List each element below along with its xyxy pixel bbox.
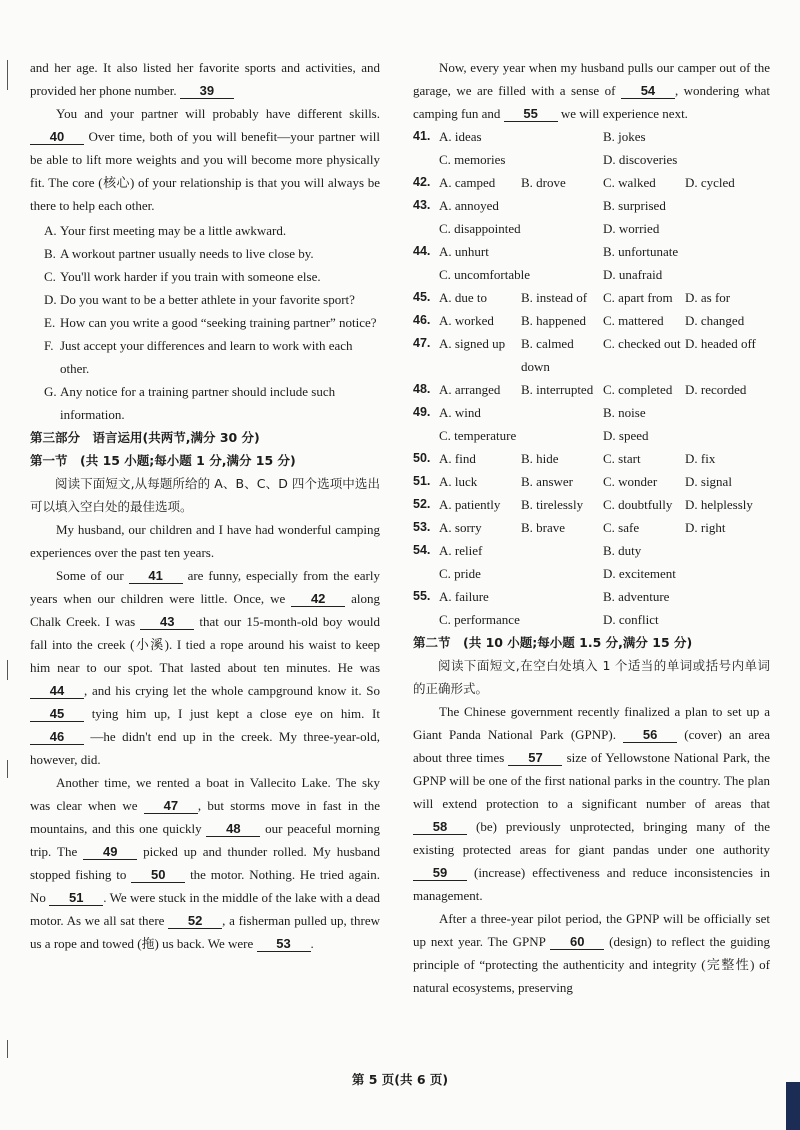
question-number: 52. — [413, 497, 431, 511]
question-47 — [413, 332, 770, 378]
option-b[interactable]: B. instead of — [521, 290, 588, 305]
blank-57[interactable]: 57 — [508, 750, 562, 766]
option-a: A. Your first meeting may be a little awkward. — [44, 223, 287, 238]
option-d[interactable]: D. conflict — [603, 612, 659, 627]
option-c[interactable]: C. memories — [439, 152, 506, 167]
option-a[interactable]: A. worked — [439, 313, 494, 328]
paragraph: You and your partner will probably have different skills. 40 Over time, both of you will benefit—your partner will be able to lift more weights and you will become more physically fit. The core (核心) of your relationship is that you will always be there to help each other. — [30, 106, 380, 213]
option-b[interactable]: B. duty — [603, 543, 642, 558]
blank-42[interactable]: 42 — [291, 591, 345, 607]
question-52 — [413, 493, 770, 516]
blank-50[interactable]: 50 — [131, 867, 185, 883]
question-45 — [413, 286, 770, 309]
option-d[interactable]: D. recorded — [685, 382, 747, 397]
option-a[interactable]: A. unhurt — [439, 244, 489, 259]
option-list — [30, 219, 380, 426]
blank-60[interactable]: 60 — [550, 934, 604, 950]
option-d[interactable]: D. changed — [685, 313, 745, 328]
option-c[interactable]: C. walked — [603, 175, 656, 190]
instruction: 阅读下面短文,在空白处填入 1 个适当的单词或括号内单词的正确形式。 — [413, 658, 770, 696]
option-b[interactable]: B. tirelessly — [521, 497, 584, 512]
option-a[interactable]: A. arranged — [439, 382, 501, 397]
option-a[interactable]: A. failure — [439, 589, 489, 604]
question-number: 44. — [413, 244, 431, 258]
question-number: 45. — [413, 290, 431, 304]
option-c[interactable]: C. completed — [603, 382, 673, 397]
question-42 — [413, 171, 770, 194]
option-c[interactable]: C. pride — [439, 566, 481, 581]
blank-45[interactable]: 45 — [30, 706, 84, 722]
question-50 — [413, 447, 770, 470]
passage-paragraph: The Chinese government recently finalized a plan to set up a Giant Panda National Park (GPNP). 56 (cover) an area about three times 57 size of Yellowstone National Park, the GPNP will be one of the first national parks in the country. The plan will extend protection to a significant number of areas that 58 (be) previously unprotected, bringing many of the existing protected areas for giant pandas under one authority 59 (increase) effectiveness and reduce inconsistencies in management. — [413, 704, 771, 903]
option-a[interactable]: A. due to — [439, 290, 488, 305]
margin-mark — [7, 1040, 8, 1058]
option-d[interactable]: D. helplessly — [685, 497, 753, 512]
margin-mark — [7, 60, 8, 90]
spacer — [413, 217, 439, 240]
question-number: 53. — [413, 520, 431, 534]
option-a[interactable]: A. patiently — [439, 497, 501, 512]
option-a[interactable]: A. wind — [439, 405, 481, 420]
blank-43[interactable]: 43 — [140, 614, 194, 630]
left-column — [30, 56, 380, 955]
option-c[interactable]: C. temperature — [439, 428, 517, 443]
spacer — [413, 263, 439, 286]
margin-mark — [7, 660, 8, 680]
option-d[interactable]: D. worried — [603, 221, 660, 236]
option-d[interactable]: D. fix — [685, 451, 716, 466]
blank-46[interactable]: 46 — [30, 729, 84, 745]
question-number: 49. — [413, 405, 431, 419]
option-c[interactable]: C. start — [603, 451, 641, 466]
option-d[interactable]: D. right — [685, 520, 726, 535]
option-a[interactable]: A. signed up — [439, 336, 506, 351]
option-b[interactable]: B. calmed down — [521, 336, 574, 374]
blank-39[interactable]: 39 — [180, 83, 234, 99]
blank-48[interactable]: 48 — [206, 821, 260, 837]
option-b[interactable]: B. drove — [521, 175, 566, 190]
option-b[interactable]: B. brave — [521, 520, 566, 535]
option-d[interactable]: D. as for — [685, 290, 731, 305]
option-d[interactable]: D. unafraid — [603, 267, 663, 282]
section-heading: 第二节 (共 10 小题;每小题 1.5 分,满分 15 分) — [413, 635, 693, 650]
instruction: 阅读下面短文,从每题所给的 A、B、C、D 四个选项中选出可以填入空白处的最佳选项。 — [30, 476, 380, 514]
option-d[interactable]: D. excitement — [603, 566, 676, 581]
margin-mark — [7, 760, 8, 778]
option-a[interactable]: A. sorry — [439, 520, 482, 535]
option-c[interactable]: C. doubtfully — [603, 497, 673, 512]
blank-41[interactable]: 41 — [129, 568, 183, 584]
option-f: F. Just accept your differences and learn to work with each other. — [44, 338, 353, 376]
option-e: E. How can you write a good “seeking training partner” notice? — [44, 315, 377, 330]
option-a[interactable]: A. ideas — [439, 129, 482, 144]
question-51 — [413, 470, 770, 493]
passage-paragraph: My husband, our children and I have had wonderful camping experiences over the past ten years. — [30, 522, 380, 560]
question-49 — [413, 401, 770, 447]
blank-58[interactable]: 58 — [413, 819, 467, 835]
option-b[interactable]: B. adventure — [603, 589, 670, 604]
question-number: 48. — [413, 382, 431, 396]
option-d[interactable]: D. headed off — [685, 336, 756, 351]
blank-49[interactable]: 49 — [83, 844, 137, 860]
option-b[interactable]: B. answer — [521, 474, 573, 489]
question-41 — [413, 125, 770, 171]
blank-54[interactable]: 54 — [621, 83, 675, 99]
blank-44[interactable]: 44 — [30, 683, 84, 699]
question-number: 43. — [413, 198, 431, 212]
option-a[interactable]: A. annoyed — [439, 198, 499, 213]
question-list — [413, 125, 770, 631]
part-heading: 第三部分 语言运用(共两节,满分 30 分) — [30, 430, 260, 445]
option-c[interactable]: C. mattered — [603, 313, 664, 328]
option-b[interactable]: B. jokes — [603, 129, 646, 144]
option-c[interactable]: C. disappointed — [439, 221, 521, 236]
blank-47[interactable]: 47 — [144, 798, 198, 814]
question-number: 51. — [413, 474, 431, 488]
option-c[interactable]: C. wonder — [603, 474, 658, 489]
option-c[interactable]: C. safe — [603, 520, 640, 535]
option-b[interactable]: B. noise — [603, 405, 646, 420]
option-d[interactable]: D. speed — [603, 428, 649, 443]
passage-paragraph: After a three-year pilot period, the GPNP will be officially set up next year. The GPNP 60 (design) to reflect the guiding principle of “protecting the authenticity and integrity (完整性) of natural ecosystems, preserving — [413, 911, 771, 995]
blank-52[interactable]: 52 — [168, 913, 222, 929]
question-number: 50. — [413, 451, 431, 465]
option-d[interactable]: D. cycled — [685, 175, 735, 190]
question-number: 42. — [413, 175, 431, 189]
option-c[interactable]: C. performance — [439, 612, 520, 627]
option-b[interactable]: B. interrupted — [521, 382, 594, 397]
blank-55[interactable]: 55 — [504, 106, 558, 122]
option-b[interactable]: B. unfortunate — [603, 244, 679, 259]
paragraph: and her age. It also listed her favorite sports and activities, and provided her phone number. 39 — [30, 60, 380, 98]
section-heading: 第一节 (共 15 小题;每小题 1 分,满分 15 分) — [30, 453, 296, 468]
option-c: C. You'll work harder if you train with someone else. — [44, 269, 321, 284]
question-53 — [413, 516, 770, 539]
option-d: D. Do you want to be a better athlete in your favorite sport? — [44, 292, 355, 307]
blank-59[interactable]: 59 — [413, 865, 467, 881]
option-c[interactable]: C. uncomfortable — [439, 267, 530, 282]
passage-paragraph: Another time, we rented a boat in Vallecito Lake. The sky was clear when we 47 , but storms move in fast in the mountains, and this one quickly 48 our peaceful morning trip. The 49 picked up and thunder rolled. My husband stopped fishing to 50 the motor. Nothing. He tried again. No 51 . We were stuck in the middle of the lake with a dead motor. As we all sat there 52 , a fisherman pulled up, threw us a rope and towed (拖) us back. We were 53 . — [30, 775, 381, 951]
option-b[interactable]: B. surprised — [603, 198, 666, 213]
question-number: 54. — [413, 543, 431, 557]
option-b[interactable]: B. happened — [521, 313, 586, 328]
question-number: 55. — [413, 589, 431, 603]
corner-mark — [786, 1082, 800, 1130]
right-column — [413, 56, 770, 999]
passage-paragraph: Now, every year when my husband pulls our camper out of the garage, we are filled with a sense of 54 , wondering what camping fun and 55 we will experience next. — [413, 60, 770, 121]
option-a[interactable]: A. relief — [439, 543, 483, 558]
option-c[interactable]: C. apart from — [603, 290, 673, 305]
option-b: B. A workout partner usually needs to live close by. — [44, 246, 314, 261]
option-c[interactable]: C. checked out — [603, 336, 681, 351]
question-46 — [413, 309, 770, 332]
passage-paragraph: Some of our 41 are funny, especially from the early years when our children were little. Once, we 42 along Chalk Creek. I was 43 that our 15-month-old boy would fall into the creek (小溪). I tied a rope around his waist to keep him near to our spot. That lasted about ten minutes. He was 44 , and his crying let the whole campground know it. So 45 tying him up, I just kept a close eye on him. It 46 —he didn't end up in the creek. My three-year-old, however, did. — [30, 568, 381, 767]
option-g: G. Any notice for a training partner should include such information. — [44, 384, 336, 422]
question-43 — [413, 194, 770, 240]
question-55 — [413, 585, 770, 631]
question-54 — [413, 539, 770, 585]
blank-53[interactable]: 53 — [257, 936, 311, 952]
blank-51[interactable]: 51 — [49, 890, 103, 906]
spacer — [413, 424, 439, 447]
blank-56[interactable]: 56 — [623, 727, 677, 743]
option-d[interactable]: D. discoveries — [603, 152, 678, 167]
spacer — [413, 148, 439, 171]
option-a[interactable]: A. find — [439, 451, 476, 466]
option-a[interactable]: A. camped — [439, 175, 496, 190]
option-b[interactable]: B. hide — [521, 451, 559, 466]
option-d[interactable]: D. signal — [685, 474, 732, 489]
option-a[interactable]: A. luck — [439, 474, 478, 489]
question-44 — [413, 240, 770, 286]
blank-40[interactable]: 40 — [30, 129, 84, 145]
question-number: 46. — [413, 313, 431, 327]
question-number: 47. — [413, 336, 431, 350]
question-48 — [413, 378, 770, 401]
spacer — [413, 562, 439, 585]
spacer — [413, 608, 439, 631]
page-number: 第 5 页(共 6 页) — [351, 1072, 449, 1087]
question-number: 41. — [413, 129, 431, 143]
